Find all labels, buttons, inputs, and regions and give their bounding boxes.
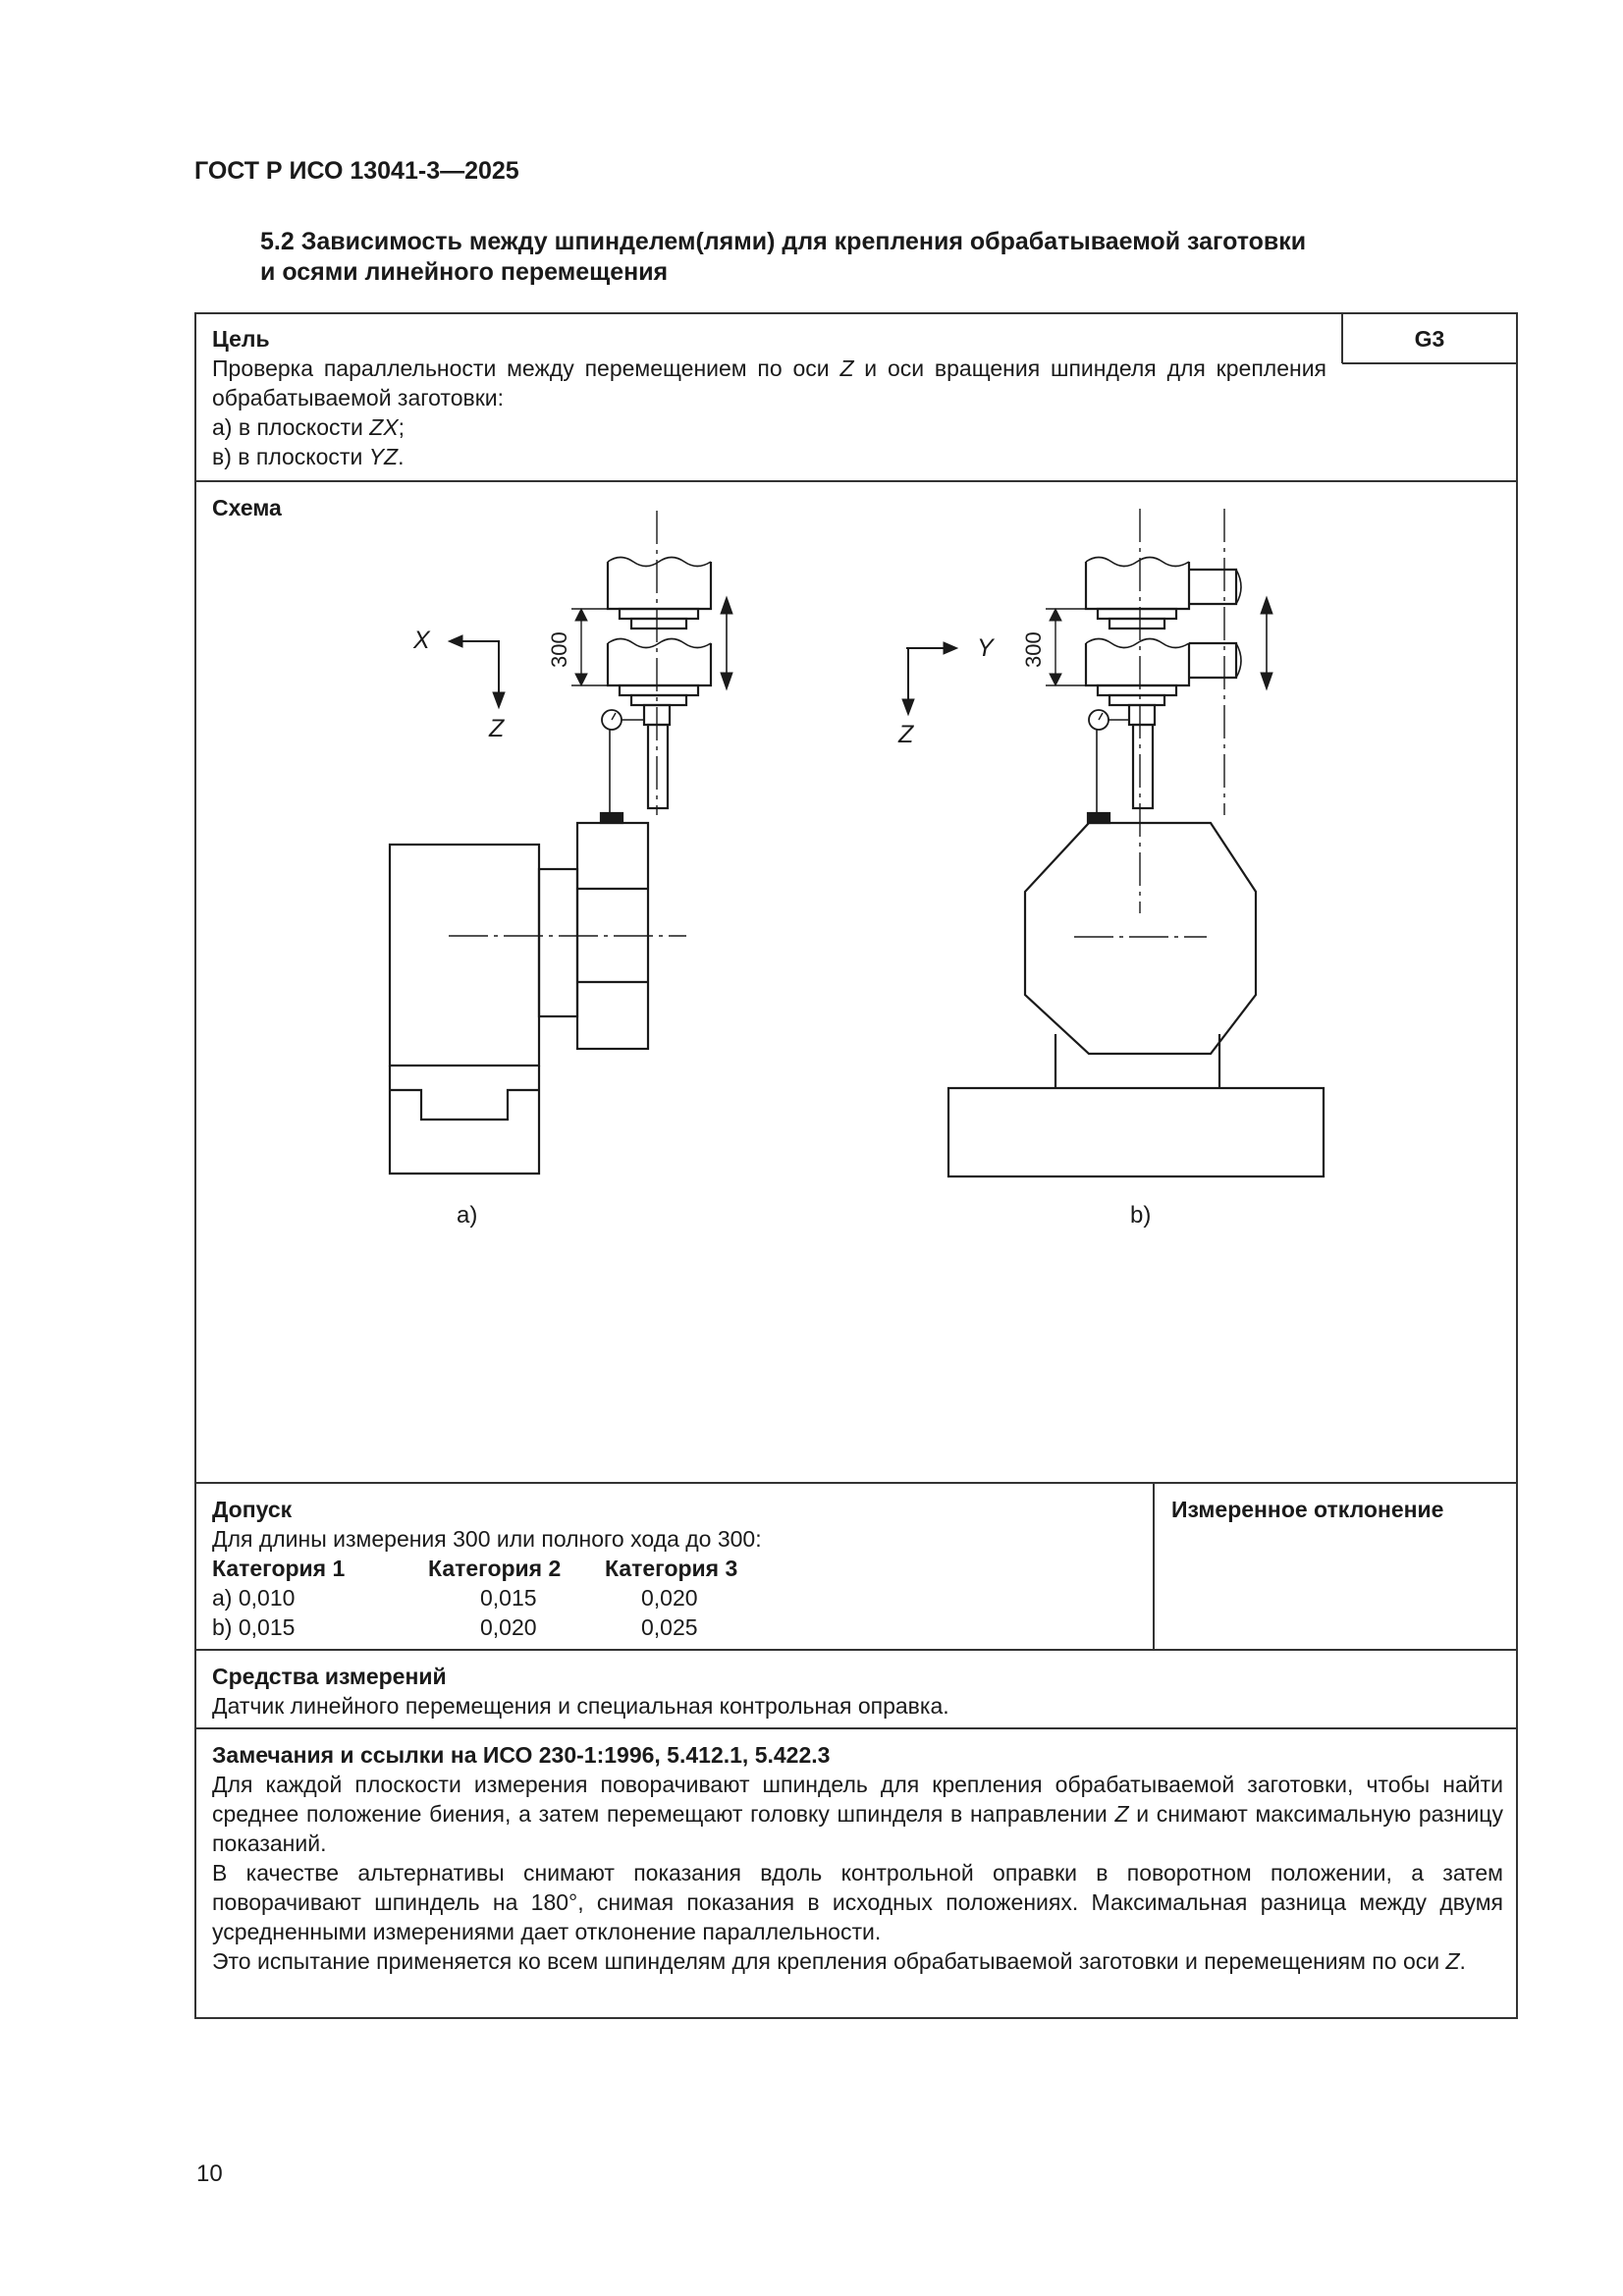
fig-a-axis-x: X: [413, 627, 430, 654]
section-title-line1: 5.2 Зависимость между шпинделем(лями) для крепления обрабатываемой заготовки: [260, 228, 1307, 255]
objective-cell: [212, 324, 1326, 471]
tolerance-intro: Для длины измерения 300 или полного хода до 300:: [212, 1526, 762, 1552]
document-header: ГОСТ Р ИСО 13041-3—2025: [194, 157, 519, 185]
tolerance-row: [212, 1613, 1145, 1642]
item-b-plane: YZ: [368, 444, 399, 469]
item-b-suffix: .: [398, 444, 405, 469]
figure-b: [902, 509, 1324, 1176]
remarks-p3-suffix: .: [1459, 1948, 1466, 1974]
instruments-label: Средства измерений: [212, 1664, 447, 1689]
objective-text: [212, 354, 1326, 412]
fig-a-caption: a): [457, 1202, 478, 1229]
tolerance-cell: [212, 1495, 1145, 1642]
tolerance-cell: 0,025: [641, 1614, 698, 1640]
tolerance-cell: 0,015: [480, 1585, 537, 1611]
tolerance-headers: [212, 1554, 1145, 1583]
tolerance-cell: b) 0,015: [212, 1614, 296, 1640]
remarks-p1-suffix: и снимают максимальную разницу показаний.: [212, 1801, 1503, 1856]
section-title-line2: и осями линейного перемещения: [260, 258, 669, 286]
fig-b-caption: b): [1130, 1202, 1152, 1229]
item-a-prefix: а) в плоскости: [212, 414, 370, 440]
test-code: G3: [1414, 326, 1445, 352]
remarks-p3-prefix: Это испытание применяется ко всем шпинделям для крепления обрабатываемой заготовки и перемещениям по оси: [212, 1948, 1446, 1974]
remarks-p3-axis: Z: [1445, 1948, 1460, 1974]
fig-a-axis-z: Z: [489, 715, 505, 742]
tolerance-label: Допуск: [212, 1497, 293, 1522]
remarks-paragraph-1: [212, 1770, 1503, 1858]
remarks-paragraph-3: [212, 1946, 1503, 1976]
tolerance-row: [212, 1583, 1145, 1613]
remarks-cell: [212, 1740, 1503, 1976]
objective-axis: Z: [839, 355, 854, 381]
figure-a: [390, 511, 732, 1174]
objective-label: Цель: [212, 326, 270, 352]
diagram-label: Схема: [212, 495, 282, 520]
objective-text-suffix: и оси вращения шпинделя для крепления обрабатываемой заготовки:: [212, 355, 1326, 410]
measured-deviation-label: Измеренное отклонение: [1171, 1497, 1444, 1522]
fig-b-axis-y: Y: [977, 634, 994, 662]
fig-b-axis-z: Z: [898, 721, 914, 748]
item-a-plane: ZX: [369, 414, 399, 440]
instruments-cell: [212, 1662, 1503, 1721]
objective-text-prefix: Проверка параллельности между перемещением по оси: [212, 355, 840, 381]
objective-item-a: [212, 412, 1326, 442]
tolerance-header-1: Категория 1: [212, 1556, 346, 1581]
remarks-paragraph-2: В качестве альтернативы снимают показания вдоль контрольной оправки в поворотном положении, а затем поворачивают шпиндель на 180°, снимая показания в исходных положениях. Максимальная разница между двумя усредненными измерениями дает отклонение параллельности.: [212, 1860, 1503, 1944]
page-number: 10: [196, 2160, 223, 2187]
item-b-prefix: в) в плоскости: [212, 444, 369, 469]
tolerance-cell: a) 0,010: [212, 1585, 296, 1611]
tolerance-cell: 0,020: [480, 1614, 537, 1640]
tolerance-header-2: Категория 2: [428, 1556, 562, 1581]
remarks-label: Замечания и ссылки на ИСО 230-1:1996, 5.412.1, 5.422.3: [212, 1742, 831, 1768]
instruments-text: Датчик линейного перемещения и специальная контрольная оправка.: [212, 1693, 949, 1719]
fig-b-dimension: 300: [1021, 631, 1046, 668]
remarks-p1-axis: Z: [1114, 1801, 1129, 1827]
fig-a-dimension: 300: [547, 631, 571, 668]
diagram-figures: [195, 481, 1517, 1483]
tolerance-header-3: Категория 3: [605, 1556, 738, 1581]
item-a-suffix: ;: [398, 414, 406, 440]
tolerance-cell: 0,020: [641, 1585, 698, 1611]
remarks-p1-prefix: Для каждой плоскости измерения поворачивают шпиндель для крепления обрабатываемой заготовки, чтобы найти среднее положение биения, а затем перемещают головку шпинделя в направлении: [212, 1772, 1503, 1827]
objective-item-b: [212, 442, 1326, 471]
